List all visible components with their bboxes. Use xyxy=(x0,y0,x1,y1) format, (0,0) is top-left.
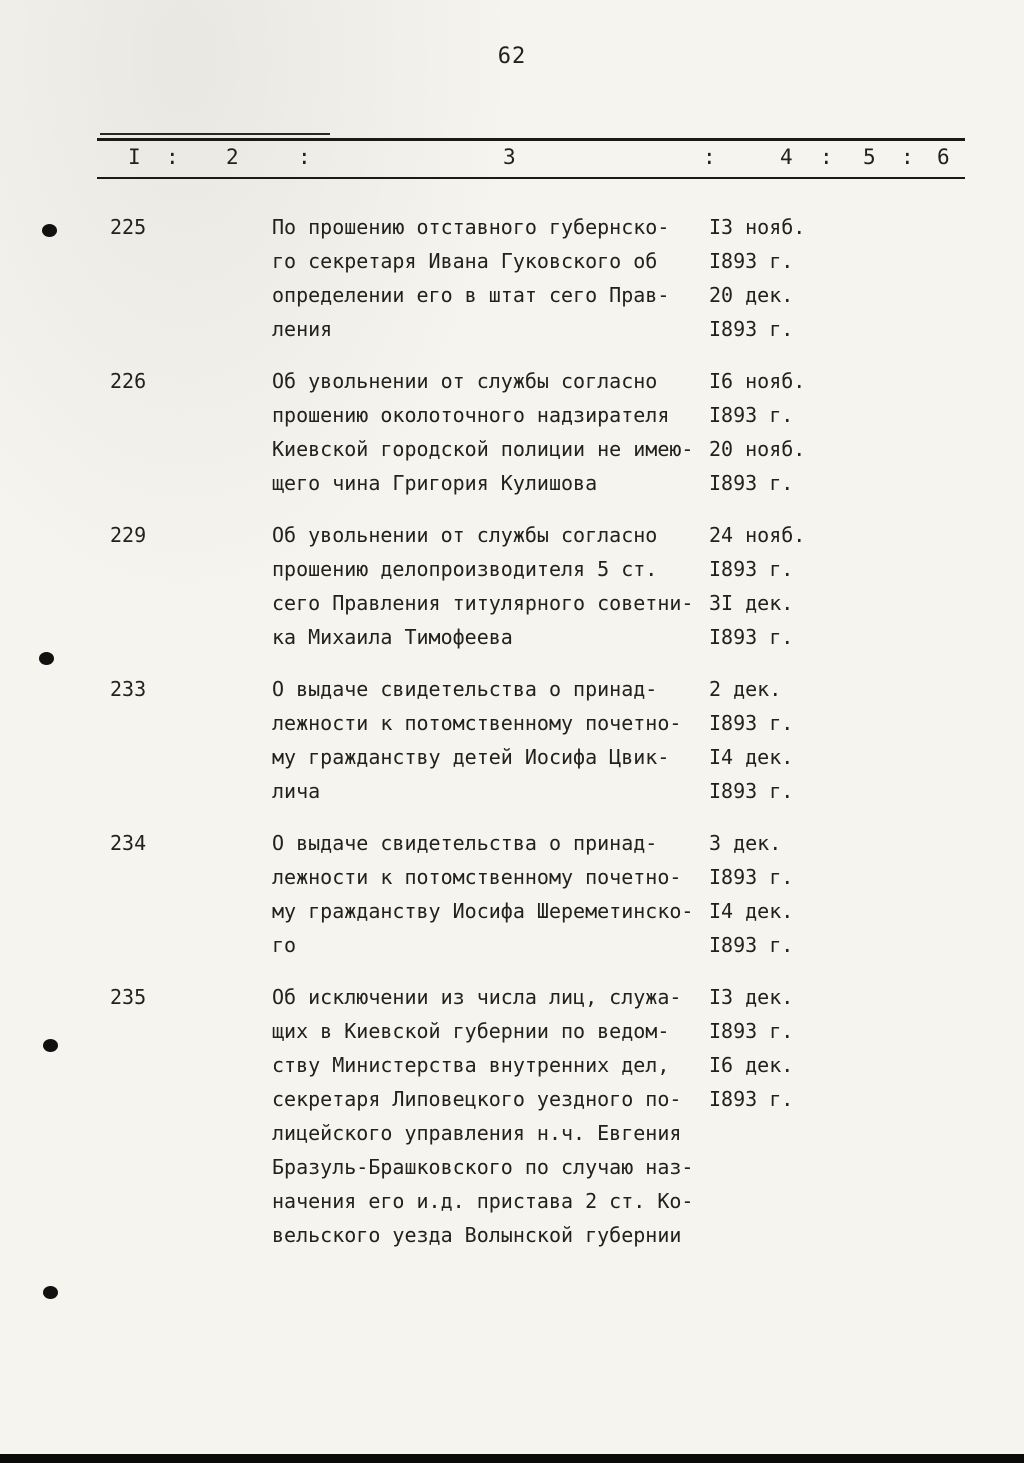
scan-bottom-edge xyxy=(0,1454,1024,1463)
entry-date-line: I6 нояб. xyxy=(709,369,806,393)
entry-date-line: I893 г. xyxy=(709,317,794,341)
entry-date-line: I893 г. xyxy=(709,557,794,581)
entry-text-line: щего чина Григория Кулишова xyxy=(272,471,598,495)
column-separator: : xyxy=(820,145,833,169)
entry-date-line: I893 г. xyxy=(709,625,794,649)
entry-number: 229 xyxy=(110,523,147,547)
entry-text-line: ка Михаила Тимофеева xyxy=(272,625,513,649)
entry-text-line: лицейского управления н.ч. Евгения xyxy=(272,1121,682,1145)
entry-date-line: 3 дек. xyxy=(709,831,782,855)
entry-date-line: 20 дек. xyxy=(709,283,794,307)
entry-date-line: I3 нояб. xyxy=(709,215,806,239)
entry-text-line: Бразуль-Брашковского по случаю наз- xyxy=(272,1155,694,1179)
entry-dates xyxy=(709,518,980,654)
entry-number: 234 xyxy=(110,831,147,855)
entry-text-line: ству Министерства внутренних дел, xyxy=(272,1053,670,1077)
entry-dates xyxy=(709,672,980,808)
entry-date-line xyxy=(709,1218,980,1252)
entry-dates xyxy=(709,364,980,500)
entry-text-line: лежности к потомственному почетно- xyxy=(272,865,682,889)
entry-number: 226 xyxy=(110,369,147,393)
entry-description xyxy=(272,210,709,346)
entry-text-line: секретаря Липовецкого уездного по- xyxy=(272,1087,682,1111)
header-bottom-rule xyxy=(97,177,965,179)
entry-date-line: I6 дек. xyxy=(709,1053,794,1077)
entry-date-line xyxy=(709,1116,980,1150)
entry-text-line: По прошению отставного губернско- xyxy=(272,215,670,239)
column-separator: : xyxy=(901,145,914,169)
entry-dates xyxy=(709,210,980,346)
page-number: 62 xyxy=(497,44,527,69)
entry-text-line: начения его и.д. пристава 2 ст. Ко- xyxy=(272,1189,694,1213)
entry-date-line: I893 г. xyxy=(709,1087,794,1111)
entry-text-line: Киевской городской полиции не имею- xyxy=(272,437,694,461)
entry-number: 233 xyxy=(110,677,147,701)
entries-list xyxy=(100,210,980,1270)
entry-text-line: Об увольнении от службы согласно xyxy=(272,523,658,547)
entry-description xyxy=(272,672,709,808)
entry-dates xyxy=(709,980,980,1252)
entry-text-line: лежности к потомственному почетно- xyxy=(272,711,682,735)
entry-date-line: I893 г. xyxy=(709,1019,794,1043)
entry-date-line: I4 дек. xyxy=(709,899,794,923)
column-header-6: 6 xyxy=(937,145,950,169)
entry-row xyxy=(100,210,980,346)
entry-text-line: ления xyxy=(272,317,333,341)
entry-text-line: Об увольнении от службы согласно xyxy=(272,369,658,393)
entry-description xyxy=(272,518,709,654)
entry-date-line xyxy=(709,1150,980,1184)
entry-text-line: го секретаря Ивана Гуковского об xyxy=(272,249,658,273)
entry-text-line: О выдаче свидетельства о принад- xyxy=(272,831,658,855)
entry-date-line: I893 г. xyxy=(709,249,794,273)
entry-row xyxy=(100,364,980,500)
entry-row xyxy=(100,826,980,962)
entry-date-line: 2 дек. xyxy=(709,677,782,701)
column-header-4: 4 xyxy=(780,145,793,169)
column-separator: : xyxy=(703,145,716,169)
column-separator: : xyxy=(166,145,179,169)
entry-text-line: му гражданству Иосифа Шереметинско- xyxy=(272,899,694,923)
margin-mark-dot xyxy=(42,224,57,237)
entry-text-line: му гражданству детей Иосифа Цвик- xyxy=(272,745,670,769)
header-top-rule-echo xyxy=(100,133,330,135)
entry-description xyxy=(272,826,709,962)
header-top-rule xyxy=(97,138,965,141)
entry-row xyxy=(100,672,980,808)
entry-date-line: I893 г. xyxy=(709,403,794,427)
entry-text-line: лича xyxy=(272,779,321,803)
entry-text-line: щих в Киевской губернии по ведом- xyxy=(272,1019,670,1043)
entry-text-line: сего Правления титулярного советни- xyxy=(272,591,694,615)
entry-date-line: I4 дек. xyxy=(709,745,794,769)
entry-text-line: прошению околоточного надзирателя xyxy=(272,403,670,427)
entry-date-line: 24 нояб. xyxy=(709,523,806,547)
entry-number: 235 xyxy=(110,985,147,1009)
entry-row xyxy=(100,980,980,1252)
margin-mark-dot xyxy=(43,1286,58,1299)
entry-text-line: Об исключении из числа лиц, служа- xyxy=(272,985,682,1009)
entry-date-line xyxy=(709,1184,980,1218)
column-separator: : xyxy=(298,145,311,169)
table-header xyxy=(0,136,1024,184)
entry-text-line: вельского уезда Волынской губернии xyxy=(272,1223,682,1247)
entry-text-line: определении его в штат сего Прав- xyxy=(272,283,670,307)
column-header-2: 2 xyxy=(226,145,239,169)
entry-text-line: О выдаче свидетельства о принад- xyxy=(272,677,658,701)
entry-text-line: прошению делопроизводителя 5 ст. xyxy=(272,557,658,581)
entry-description xyxy=(272,364,709,500)
entry-number: 225 xyxy=(110,215,147,239)
column-header-3: 3 xyxy=(503,145,516,169)
column-header-1: I xyxy=(128,145,141,169)
entry-date-line: 3I дек. xyxy=(709,591,794,615)
entry-text-line: го xyxy=(272,933,297,957)
margin-mark-dot xyxy=(39,652,54,665)
entry-description xyxy=(272,980,709,1252)
entry-date-line: I893 г. xyxy=(709,471,794,495)
entry-row xyxy=(100,518,980,654)
entry-date-line: 20 нояб. xyxy=(709,437,806,461)
margin-mark-dot xyxy=(43,1039,58,1052)
entry-date-line: I893 г. xyxy=(709,933,794,957)
entry-dates xyxy=(709,826,980,962)
entry-date-line: I893 г. xyxy=(709,779,794,803)
column-header-5: 5 xyxy=(863,145,876,169)
entry-date-line: I893 г. xyxy=(709,711,794,735)
entry-date-line: I3 дек. xyxy=(709,985,794,1009)
entry-date-line: I893 г. xyxy=(709,865,794,889)
